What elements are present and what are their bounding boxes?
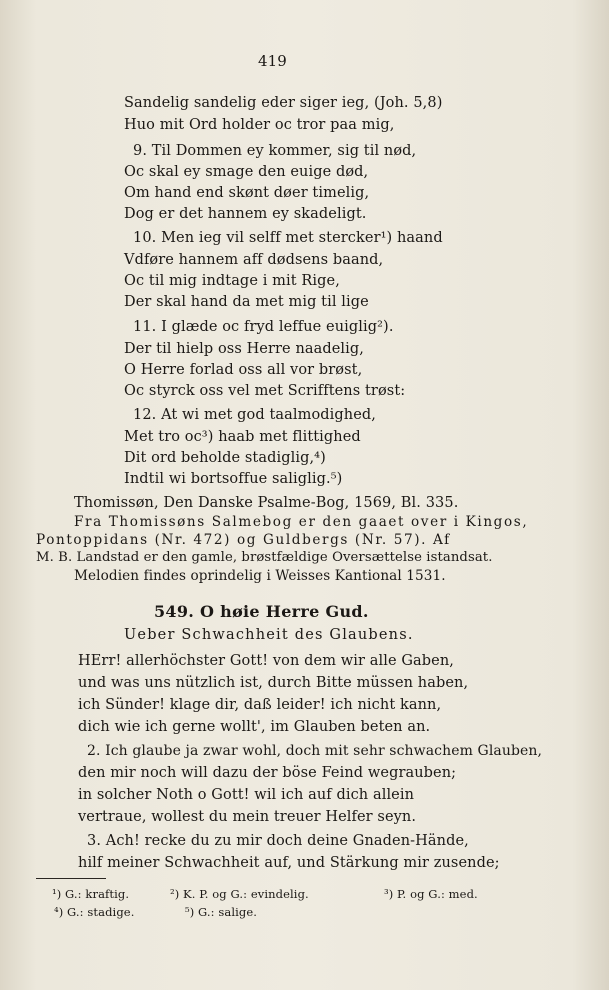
- german-line: vertraue, wollest du mein treuer Helfer seyn.: [78, 809, 417, 825]
- verse-line: Sandelig sandelig eder siger ieg, (Joh. 5,8): [124, 95, 443, 111]
- german-line: hilf meiner Schwachheit auf, und Stärkung mir zusende;: [78, 855, 500, 871]
- source-line: Thomissøn, Den Danske Psalme-Bog, 1569, Bl. 335.: [74, 495, 459, 511]
- verse-line: 9. Til Dommen ey kommer, sig til nød,: [133, 143, 417, 159]
- footnote: ⁴) G.: stadige.: [54, 905, 135, 919]
- source-line: M. B. Landstad er den gamle, brøstfældige Oversættelse istandsat.: [36, 550, 493, 565]
- verse-line: 11. I glæde oc fryd leffue euiglig²).: [133, 319, 394, 335]
- verse-line: Dog er det hannem ey skadeligt.: [124, 206, 367, 222]
- footnote: ⁵) G.: salige.: [185, 905, 258, 919]
- verse-line: Indtil wi bortsoffue saliglig.⁵): [124, 471, 343, 487]
- german-line: 3. Ach! recke du zu mir doch deine Gnaden-Hände,: [87, 833, 469, 849]
- german-line: und was uns nützlich ist, durch Bitte müssen haben,: [78, 675, 469, 691]
- german-line: 2. Ich glaube ja zwar wohl, doch mit sehr schwachem Glauben,: [87, 743, 543, 759]
- hymn-subtitle: Ueber Schwachheit des Glaubens.: [124, 627, 414, 643]
- footnote: ¹) G.: kraftig.: [52, 887, 130, 901]
- verse-line: Der til hielp oss Herre naadelig,: [124, 341, 365, 357]
- source-line: Pontoppidans (Nr. 472) og Guldbergs (Nr. 57). Af: [36, 532, 451, 548]
- verse-line: O Herre forlad oss all vor brøst,: [124, 362, 363, 378]
- source-line: Fra Thomissøns Salmebog er den gaaet over i Kingos,: [74, 514, 529, 530]
- verse-line: Oc til mig indtage i mit Rige,: [124, 273, 340, 289]
- verse-line: Oc styrck oss vel met Scrifftens trøst:: [124, 383, 406, 399]
- german-line: HErr! allerhöchster Gott! von dem wir alle Gaben,: [78, 653, 455, 669]
- verse-line: Huo mit Ord holder oc tror paa mig,: [124, 117, 395, 133]
- verse-line: Vdføre hannem aff dødsens baand,: [124, 252, 384, 268]
- footnote-divider: [36, 878, 106, 879]
- german-line: ich Sünder! klage dir, daß leider! ich nicht kann,: [78, 697, 442, 713]
- source-line: Melodien findes oprindelig i Weisses Kantional 1531.: [74, 568, 446, 584]
- german-line: den mir noch will dazu der böse Feind wegrauben;: [78, 765, 457, 781]
- german-line: in solcher Noth o Gott! wil ich auf dich allein: [78, 787, 415, 803]
- verse-line: Om hand end skønt døer timelig,: [124, 185, 370, 201]
- verse-line: 10. Men ieg vil selff met stercker¹) haand: [133, 230, 443, 246]
- verse-line: Der skal hand da met mig til lige: [124, 294, 369, 310]
- page-number: 419: [258, 52, 287, 70]
- verse-line: Oc skal ey smage den euige død,: [124, 164, 369, 180]
- verse-line: 12. At wi met god taalmodighed,: [133, 407, 376, 423]
- footnote: ³) P. og G.: med.: [384, 887, 478, 901]
- hymn-title: 549. O høie Herre Gud.: [154, 602, 369, 621]
- verse-line: Dit ord beholde stadiglig,⁴): [124, 450, 326, 466]
- german-line: dich wie ich gerne wollt', im Glauben beten an.: [78, 719, 431, 735]
- verse-line: Met tro oc³) haab met flittighed: [124, 429, 361, 445]
- footnote: ²) K. P. og G.: evindelig.: [170, 887, 309, 901]
